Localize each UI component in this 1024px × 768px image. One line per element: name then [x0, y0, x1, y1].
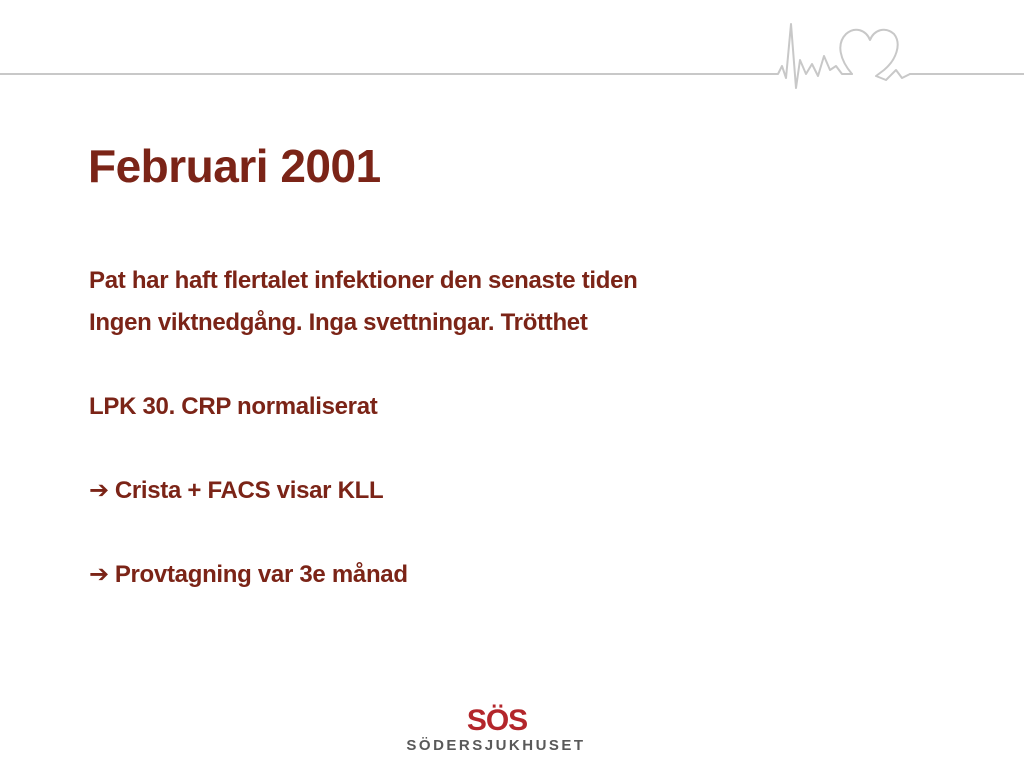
sos-logo-mark — [466, 704, 528, 734]
arrow-right-icon: ➔ — [89, 477, 109, 504]
slide-body — [89, 260, 989, 596]
body-line-lab-values: LPK 30. CRP normaliserat — [89, 393, 378, 420]
heartbeat-line-decoration — [0, 0, 1024, 100]
spacer — [89, 512, 989, 554]
logo-mark-text: SÖS — [466, 704, 528, 734]
body-line-followup — [89, 554, 989, 596]
heart-outline-icon — [840, 30, 910, 80]
spacer — [89, 428, 989, 470]
diagnosis-text: Crista + FACS visar KLL — [114, 477, 384, 504]
body-line-infections: Pat har haft flertalet infektioner den senaste tiden — [89, 267, 638, 294]
logo-wordmark: SÖDERSJUKHUSET — [406, 737, 586, 754]
sodersjukhuset-logo — [404, 700, 588, 762]
slide-title: Februari 2001 — [88, 140, 381, 192]
arrow-right-icon: ➔ — [89, 561, 109, 588]
spacer — [89, 344, 989, 386]
body-line-symptoms: Ingen viktnedgång. Inga svettningar. Trötthet — [89, 309, 588, 336]
body-line-diagnosis — [89, 470, 989, 512]
followup-text: Provtagning var 3e månad — [114, 561, 408, 588]
heartbeat-trace — [770, 24, 852, 88]
